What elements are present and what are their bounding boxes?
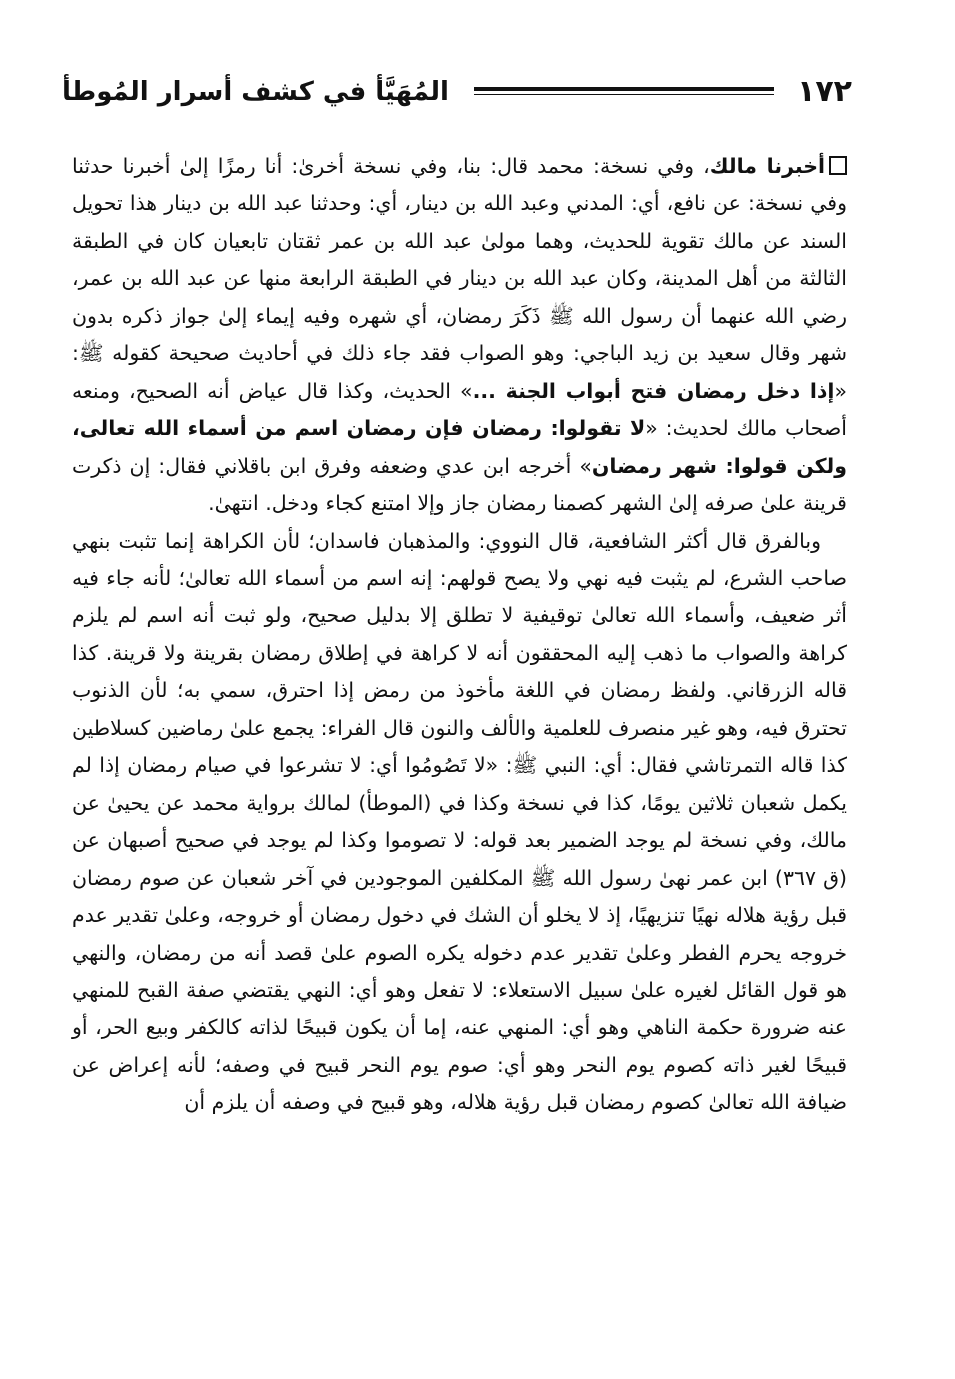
square-marker-icon [829, 156, 847, 175]
page-header [62, 70, 852, 114]
paragraph-1-text-c: » أخرجه ابن عدي وضعفه وفرق ابن باقلاني فقال: إن ذكرت قرينة علىٰ صرفه إلىٰ الشهر كصمنا رمضان جاز وإلا امتنع كجاء ودخل. انتهىٰ. [72, 453, 847, 516]
paragraph-1-text-b: » الحديث، وكذا قال عياض أنه الصحيح، ومنعه أصحاب مالك لحديث: « [72, 378, 848, 441]
page-number: ١٧٢ [797, 74, 852, 109]
running-title: المُهَيَّأ في كشف أسرار المُوطأ [62, 77, 449, 107]
paragraph-1 [72, 148, 847, 523]
hadith-quote-2: لا تقولوا: رمضان فإن رمضان اسم من أسماء الله تعالى، ولكن قولوا: شهر رمضان [72, 416, 847, 478]
paragraph-lead: أخبرنا مالك [709, 154, 825, 178]
paragraph-2: وبالفرق قال أكثر الشافعية، قال النووي: والمذهبان فاسدان؛ لأن الكراهة إنما تثبت بنهي صاحب الشرع، لم يثبت فيه نهي ولا يصح قولهم: إنه اسم من أسماء الله تعالىٰ؛ لأنه جاء فيه أثر ضعيف، وأسماء الله تعالىٰ توقيفية لا تطلق إلا بدليل صحيح، ولو ثبت أنه اسم لم يلزم كراهة والصواب ما ذهب إليه المحققون أنه لا كراهة في إطلاق رمضان بقرينة ولا قرينة. كذا قاله الزرقاني. ولفظ رمضان في اللغة مأخوذ من رمض إذا احترق، سمي به؛ لأن الذنوب تحترق فيه، وهو غير منصرف للعلمية والألف والنون قال الفراء: يجمع علىٰ رماضين كسلاطين كذا قاله التمرتاشي فقال: أي: النبي ﷺ: «لا تَصُومُوا أي: لا تشرعوا في صيام رمضان إذا لم يكمل شعبان ثلاثين يومًا، كذا في نسخة وكذا في (الموطأ) لمالك برواية محمد عن يحيىٰ عن مالك، وفي نسخة لم يوجد الضمير بعد قوله: لا تصوموا وكذا لم يوجد في صحيح أصبهان عن (ق ٣٦٧) ابن عمر نهىٰ رسول الله ﷺ المكلفين الموجودين في آخر شعبان عن صوم رمضان قبل رؤية هلاله نهيًا تنزيهيًا، إذ لا يخلو أن الشك في دخول رمضان أو خروجه، وعلىٰ تقدير عدم خروجه يحرم الفطر وعلىٰ تقدير عدم دخوله يكره الصوم علىٰ قصد أنه من رمضان، والنهي هو قول القائل لغيره علىٰ سبيل الاستعلاء: لا تفعل وهو أي: النهي يقتضي صفة القبح للمنهي عنه ضرورة حكمة الناهي وهو أي: المنهي عنه، إما أن يكون قبيحًا لذاته كالكفر وبيع الحر، أو قبيحًا لغير ذاته كصوم يوم النحر وهو أي: صوم يوم النحر قبيح في وصفه؛ لأنه إعراض عن ضيافة الله تعالىٰ كصوم رمضان قبل رؤية هلاله، وهو قبيح في وصفه أن يلزم أن [72, 528, 847, 1115]
hadith-quote-1: إذا دخل رمضان فتح أبواب الجنة ... [472, 378, 835, 403]
paragraph-1-text-a: ، وفي نسخة: محمد قال: بنا، وفي نسخة أخرىٰ: أنا رمزًا إلىٰ أخبرنا حدثنا وفي نسخة: عن نافع، أي: المدني وعبد الله بن دينار، أي: وحدثنا عبد الله بن دينار هذا تحويل السند عن مالك تقوية للحديث، وهما مولىٰ عبد الله بن عمر ثقتان تابعيان كان في الطبقة الثالثة من أهل المدينة، وكان عبد الله بن دينار في الطبقة الرابعة منها عن عبد الله بن عمر، رضي الله عنهما أن رسول الله ﷺ ذَكَرَ رمضان، أي شهره وفيه إيماء إلىٰ جواز ذكره بدون شهر وقال سعيد بن زيد الباجي: وهو الصواب فقد جاء ذلك في أحاديث صحيحة كقوله ﷺ: « [72, 154, 848, 403]
main-text [72, 148, 847, 1122]
header-divider [474, 87, 774, 95]
